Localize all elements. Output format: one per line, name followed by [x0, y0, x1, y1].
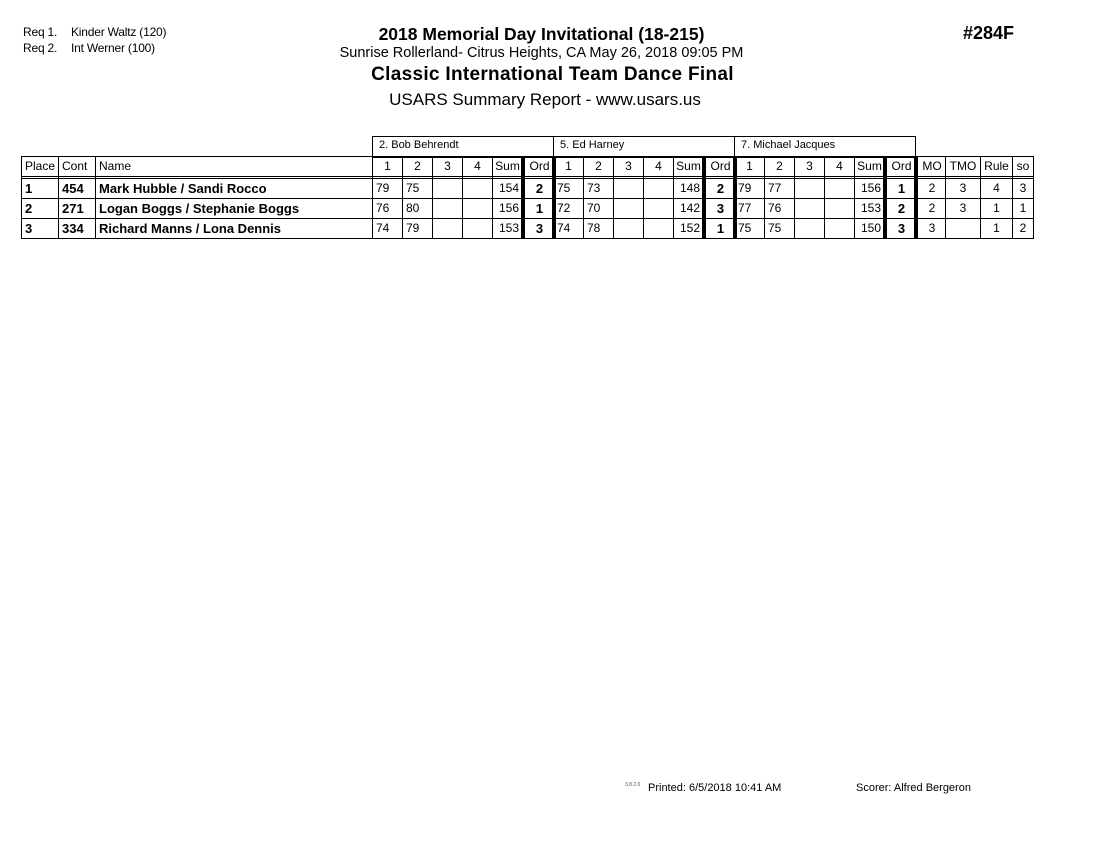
cell-judge2-s3	[614, 199, 643, 218]
cell-judge3-s1: 79	[738, 181, 752, 195]
cell-rule: 4	[993, 181, 1000, 195]
cell-judge3-ord: 1	[897, 181, 906, 196]
column-header-judge3-sum: Sum	[857, 159, 882, 173]
cell-tmo	[946, 219, 980, 238]
competition-title: 2018 Memorial Day Invitational (18-215)	[378, 24, 705, 44]
column-header-place: Place	[25, 159, 56, 173]
cell-judge1-ord: 2	[535, 181, 544, 196]
cell-rule: 1	[993, 221, 1000, 235]
column-header-judge2-ord: Ord	[710, 159, 731, 173]
column-header-judge3-s3: 3	[806, 159, 813, 173]
scorer-name: Scorer: Alfred Bergeron	[856, 782, 971, 794]
cell-judge3-s3	[795, 179, 824, 198]
cell-judge2-s1: 72	[557, 201, 571, 215]
column-header-judge1-s1: 1	[384, 159, 391, 173]
cell-name: Mark Hubble / Sandi Rocco	[99, 181, 267, 196]
cell-judge3-sum: 153	[860, 201, 881, 215]
cell-cont: 271	[62, 201, 84, 216]
cell-judge2-s1: 75	[557, 181, 571, 195]
cell-place: 2	[25, 201, 33, 216]
column-header-judge2-s3: 3	[625, 159, 632, 173]
requirement-dance: Kinder Waltz (120)	[71, 25, 167, 39]
cell-judge2-ord: 3	[716, 201, 725, 216]
cell-name: Richard Manns / Lona Dennis	[99, 221, 282, 236]
column-header-judge1-ord: Ord	[529, 159, 550, 173]
cell-judge1-ord: 3	[535, 221, 544, 236]
event-title: Classic International Team Dance Final	[371, 64, 734, 85]
column-header-judge2-sum: Sum	[676, 159, 701, 173]
column-header-judge3-s1: 1	[746, 159, 753, 173]
cell-tmo: 3	[959, 181, 967, 195]
cell-judge3-sum: 150	[860, 221, 881, 235]
judge-header: 7. Michael Jacques	[734, 136, 916, 158]
event-number: #284F	[963, 23, 1015, 43]
cell-judge3-ord: 3	[897, 221, 906, 236]
cell-judge2-s2: 78	[587, 221, 601, 235]
column-header-mo: MO	[922, 159, 942, 173]
cell-judge1-s4	[463, 199, 492, 218]
cell-judge1-s2: 75	[406, 181, 420, 195]
cell-judge1-s1: 79	[376, 181, 390, 195]
column-header-rule: Rule	[984, 159, 1009, 173]
cell-name: Logan Boggs / Stephanie Boggs	[99, 201, 300, 216]
cell-so: 1	[1019, 201, 1027, 215]
judge-header: 2. Bob Behrendt	[372, 136, 554, 158]
divider	[21, 176, 1033, 177]
cell-place: 3	[25, 221, 33, 236]
cell-so: 3	[1019, 181, 1027, 195]
cell-judge2-ord: 2	[716, 181, 725, 196]
cell-cont: 454	[62, 181, 84, 196]
cell-judge1-s4	[463, 219, 492, 238]
cell-mo: 2	[928, 201, 936, 215]
cell-judge1-sum: 154	[498, 181, 519, 195]
column-header-judge3-s2: 2	[776, 159, 783, 173]
cell-judge3-s3	[795, 199, 824, 218]
cell-judge1-s1: 74	[376, 221, 390, 235]
cell-judge3-s1: 77	[738, 201, 752, 215]
cell-judge2-s3	[614, 219, 643, 238]
cell-judge2-s2: 70	[587, 201, 601, 215]
cell-cont: 334	[62, 221, 84, 236]
cell-judge2-sum: 142	[679, 201, 700, 215]
divider	[1033, 156, 1034, 239]
cell-judge2-s1: 74	[557, 221, 571, 235]
cell-judge1-s4	[463, 179, 492, 198]
column-header-judge3-ord: Ord	[891, 159, 912, 173]
report-title: USARS Summary Report - www.usars.us	[389, 90, 701, 109]
cell-judge3-s4	[825, 219, 854, 238]
cell-judge1-s2: 80	[406, 201, 420, 215]
cell-tmo: 3	[959, 201, 967, 215]
cell-place: 1	[25, 181, 33, 196]
requirement-dance: Int Werner (100)	[71, 41, 155, 55]
column-header-judge2-s2: 2	[595, 159, 602, 173]
column-header-judge1-s3: 3	[444, 159, 451, 173]
column-header-judge1-sum: Sum	[495, 159, 520, 173]
cell-judge3-s4	[825, 179, 854, 198]
requirement-label: Req 2.	[23, 41, 58, 55]
printed-timestamp: Printed: 6/5/2018 10:41 AM	[648, 782, 782, 794]
cell-judge2-s4	[644, 219, 673, 238]
cell-judge2-sum: 152	[679, 221, 700, 235]
cell-judge3-s2: 76	[768, 201, 782, 215]
cell-judge3-s4	[825, 199, 854, 218]
cell-rule: 1	[993, 201, 1000, 215]
column-header-judge2-s1: 1	[565, 159, 572, 173]
column-header-so: so	[1016, 159, 1030, 173]
column-header-name: Name	[99, 159, 132, 173]
cell-judge2-ord: 1	[716, 221, 725, 236]
requirement-label: Req 1.	[23, 25, 58, 39]
cell-mo: 2	[928, 181, 936, 195]
cell-judge3-s1: 75	[738, 221, 752, 235]
cell-judge3-s3	[795, 219, 824, 238]
cell-mo: 3	[928, 221, 936, 235]
cell-judge1-s3	[433, 179, 462, 198]
judge-header: 5. Ed Harney	[553, 136, 735, 158]
cell-so: 2	[1019, 221, 1027, 235]
cell-judge1-sum: 156	[498, 201, 519, 215]
cell-judge1-ord: 1	[535, 201, 544, 216]
cell-judge2-s4	[644, 199, 673, 218]
cell-judge2-sum: 148	[679, 181, 700, 195]
column-header-judge2-s4: 4	[655, 159, 662, 173]
cell-judge3-s2: 75	[768, 221, 782, 235]
cell-judge1-s3	[433, 199, 462, 218]
cell-judge3-sum: 156	[860, 181, 881, 195]
venue-line: Sunrise Rollerland- Citrus Heights, CA May 26, 2018 09:05 PM	[339, 45, 744, 61]
column-header-judge1-s4: 4	[474, 159, 481, 173]
cell-judge3-s2: 77	[768, 181, 782, 195]
cell-judge2-s4	[644, 179, 673, 198]
cell-judge1-s3	[433, 219, 462, 238]
divider	[21, 238, 1033, 239]
cell-judge3-ord: 2	[897, 201, 906, 216]
cell-judge2-s3	[614, 179, 643, 198]
cell-judge1-s2: 79	[406, 221, 420, 235]
version-label: 3.8.2.0	[625, 782, 641, 788]
cell-judge2-s2: 73	[587, 181, 601, 195]
cell-judge1-s1: 76	[376, 201, 390, 215]
column-header-tmo: TMO	[949, 159, 977, 173]
column-header-judge1-s2: 2	[414, 159, 421, 173]
column-header-judge3-s4: 4	[836, 159, 843, 173]
cell-judge1-sum: 153	[498, 221, 519, 235]
column-header-cont: Cont	[62, 159, 88, 173]
